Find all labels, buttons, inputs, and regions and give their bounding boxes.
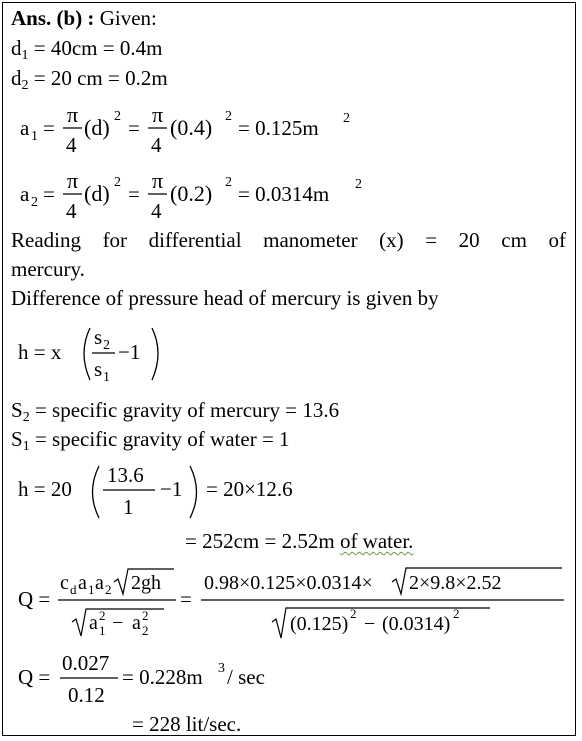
svg-text:2: 2 <box>114 109 121 124</box>
s2-line: $S_2$ = specific gravity of mercury = 13.6 <box>11 398 340 425</box>
svg-text:a: a <box>78 572 87 594</box>
svg-text:2: 2 <box>142 623 149 638</box>
svg-text:0.027: 0.027 <box>62 651 110 675</box>
svg-text:=: = <box>180 587 192 611</box>
s1-line: $S_1$ = specific gravity of water = 1 <box>11 427 290 454</box>
svg-text:−: − <box>364 613 376 635</box>
svg-text:0.98×0.125×0.0314×: 0.98×0.125×0.0314× <box>204 572 373 594</box>
svg-text:Q =: Q = <box>18 587 51 611</box>
svg-text:/ sec: / sec <box>227 665 265 689</box>
svg-text:1: 1 <box>123 495 134 519</box>
svg-text:h = x: h = x <box>18 340 62 364</box>
discharge-formula <box>14 562 569 647</box>
svg-text:π: π <box>152 168 164 193</box>
svg-text:4: 4 <box>151 133 162 157</box>
svg-text:2: 2 <box>350 606 357 621</box>
given-label: Given: <box>99 6 157 30</box>
svg-text:1: 1 <box>99 623 106 638</box>
svg-text:−1: −1 <box>160 477 183 501</box>
svg-text:2: 2 <box>114 175 121 190</box>
svg-text:3: 3 <box>218 661 225 676</box>
svg-text:c: c <box>60 572 69 594</box>
area-a1-equation <box>14 100 374 167</box>
d1-line: $d_1 = 40cm = 0.4m$ <box>11 36 163 63</box>
svg-text:= 20×12.6: = 20×12.6 <box>206 477 293 501</box>
svg-text:1: 1 <box>103 370 110 385</box>
svg-text:(d): (d) <box>84 181 110 206</box>
svg-text:a: a <box>20 116 30 140</box>
svg-text:4: 4 <box>151 199 162 223</box>
svg-text:π: π <box>67 102 79 127</box>
difference-line: Difference of pressure head of mercury is given by <box>11 286 439 310</box>
area-a2-equation <box>14 166 384 233</box>
reading-line-1: Reading for differential manometer (x) = 20 cm of <box>11 228 566 252</box>
svg-text:2: 2 <box>225 175 232 190</box>
svg-text:−: − <box>112 612 124 634</box>
svg-text:2: 2 <box>31 195 38 210</box>
svg-text:π: π <box>67 168 79 193</box>
svg-text:= 0.228m: = 0.228m <box>122 665 203 689</box>
svg-text:2: 2 <box>355 177 362 192</box>
discharge-calculation <box>14 646 294 717</box>
svg-text:2: 2 <box>103 338 110 353</box>
svg-text:2: 2 <box>343 111 350 126</box>
svg-text:h = 20: h = 20 <box>18 477 72 501</box>
svg-text:s: s <box>94 357 103 381</box>
svg-text:13.6: 13.6 <box>107 463 144 487</box>
svg-text:(0.125): (0.125) <box>290 613 349 635</box>
svg-text:d: d <box>70 582 77 597</box>
svg-text:1: 1 <box>88 582 95 597</box>
d2-line: $d_2 = 20$ cm = 0.2m <box>11 66 168 93</box>
svg-text:=: = <box>43 182 55 206</box>
svg-text:=: = <box>43 116 55 140</box>
svg-text:= 0.125m: = 0.125m <box>238 116 319 140</box>
svg-text:a: a <box>132 612 141 634</box>
svg-text:(d): (d) <box>84 115 110 140</box>
svg-text:2: 2 <box>105 582 112 597</box>
svg-text:2: 2 <box>142 608 149 623</box>
svg-text:2gh: 2gh <box>131 572 161 594</box>
svg-text:Q =: Q = <box>18 665 51 689</box>
svg-text:a: a <box>95 572 104 594</box>
head-result: = 252cm = 2.52m of water. <box>185 529 414 553</box>
svg-text:a: a <box>20 182 30 206</box>
svg-text:2: 2 <box>225 109 232 124</box>
svg-text:(0.2): (0.2) <box>170 181 213 206</box>
svg-text:1: 1 <box>31 129 38 144</box>
svg-text:π: π <box>152 102 164 127</box>
svg-text:=: = <box>128 182 140 206</box>
svg-text:2: 2 <box>453 606 460 621</box>
svg-text:0.12: 0.12 <box>68 683 105 707</box>
svg-text:a: a <box>89 612 98 634</box>
svg-text:2×9.8×2.52: 2×9.8×2.52 <box>409 572 502 594</box>
svg-text:s: s <box>94 325 103 349</box>
svg-text:4: 4 <box>66 133 77 157</box>
svg-text:= 0.0314m: = 0.0314m <box>238 182 330 206</box>
answer-label: Ans. (b) : <box>11 6 95 30</box>
svg-text:−1: −1 <box>118 340 141 364</box>
head-calculation <box>14 456 334 531</box>
head-formula <box>14 316 214 393</box>
svg-text:=: = <box>128 116 140 140</box>
svg-text:2: 2 <box>99 608 106 623</box>
answer-heading <box>11 6 157 30</box>
discharge-result: = 228 lit/sec. <box>132 712 242 736</box>
svg-text:(0.4): (0.4) <box>170 115 213 140</box>
svg-text:4: 4 <box>66 199 77 223</box>
reading-line-2: mercury. <box>11 257 85 281</box>
svg-text:(0.0314): (0.0314) <box>382 613 451 635</box>
